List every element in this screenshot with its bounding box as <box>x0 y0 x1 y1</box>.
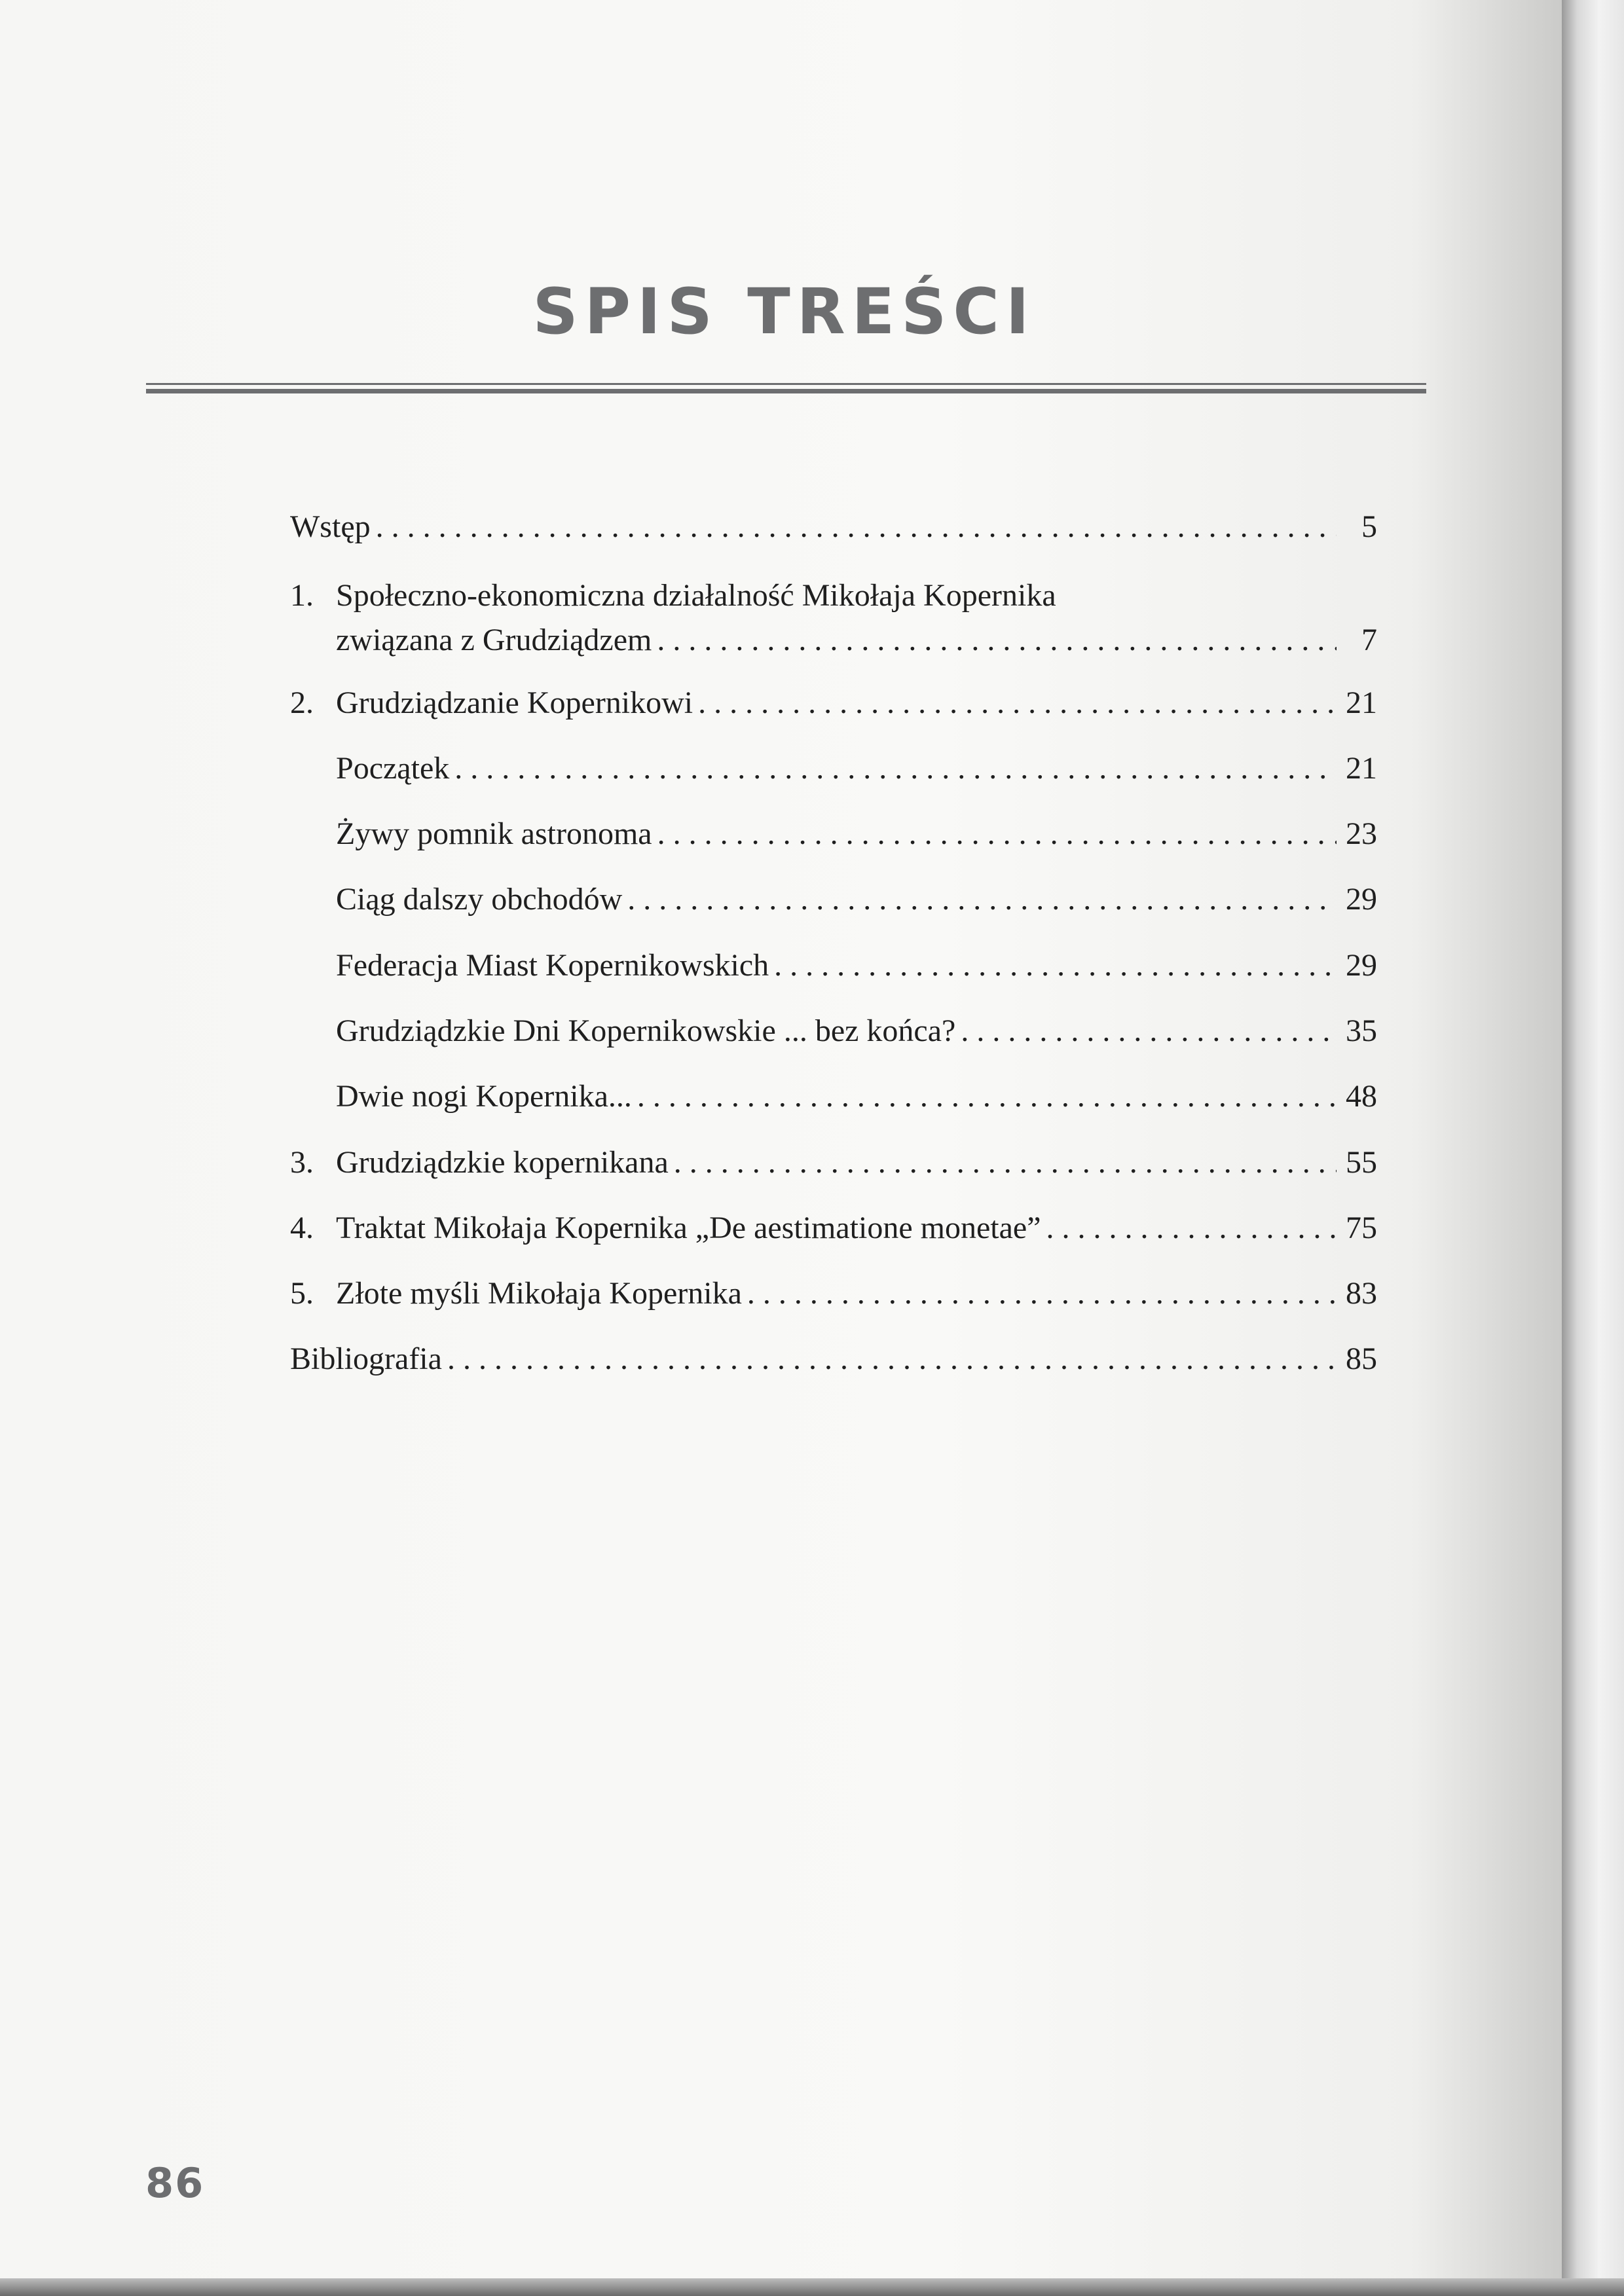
toc-entry-bibliography[interactable] <box>290 1339 1377 1379</box>
dot-leader <box>747 1274 1337 1313</box>
dot-leader <box>447 1339 1337 1379</box>
toc-entry-4[interactable] <box>290 1209 1377 1248</box>
toc-entry-page: 21 <box>1346 751 1377 786</box>
toc-subentry-federacja[interactable] <box>336 946 1377 985</box>
toc-entry-5[interactable] <box>290 1274 1377 1313</box>
toc-entry-page: 21 <box>1346 685 1377 720</box>
toc-entry-3[interactable] <box>290 1143 1377 1182</box>
toc-entry-label: Złote myśli Mikołaja Kopernika <box>336 1276 742 1311</box>
dot-leader <box>454 749 1337 788</box>
toc-entry-label: Wstęp <box>290 509 371 544</box>
dot-leader <box>657 621 1337 660</box>
toc-entry-label: Federacja Miast Kopernikowskich <box>336 948 769 983</box>
toc-entry-label-continued: związana z Grudziądzem <box>336 623 652 657</box>
dot-leader <box>376 507 1337 547</box>
toc-entry-page: 85 <box>1346 1341 1377 1376</box>
toc-subentry-poczatek[interactable] <box>336 749 1377 788</box>
toc-entry-page: 48 <box>1346 1079 1377 1114</box>
toc-entry-page: 7 <box>1361 623 1377 657</box>
page-number: 86 <box>145 2159 205 2207</box>
dot-leader <box>961 1011 1337 1051</box>
toc-entry-label: Początek <box>336 751 450 786</box>
toc-subentry-dni-kopernikowskie[interactable] <box>336 1011 1377 1051</box>
toc-entry-intro[interactable] <box>290 507 1377 547</box>
toc-entry-1-continued[interactable] <box>336 621 1377 660</box>
toc-entry-page: 5 <box>1361 509 1377 544</box>
dot-leader <box>774 946 1337 985</box>
dot-leader <box>1046 1209 1337 1248</box>
toc-entry-page: 23 <box>1346 816 1377 851</box>
toc-entry-page: 29 <box>1346 948 1377 983</box>
toc-entry-number: 1. <box>290 578 314 613</box>
dot-leader <box>657 814 1337 854</box>
toc-subentry-ciag-dalszy[interactable] <box>336 880 1377 919</box>
toc-entry-label: Traktat Mikołaja Kopernika „De aestimatione monetae” <box>336 1211 1041 1245</box>
toc-entry-number: 5. <box>290 1276 314 1311</box>
toc-entry-label: Bibliografia <box>290 1341 442 1376</box>
toc-subentry-zywy-pomnik[interactable] <box>336 814 1377 854</box>
page-edge-shadow <box>1562 0 1624 2296</box>
toc-subentry-dwie-nogi[interactable] <box>336 1077 1377 1116</box>
dot-leader <box>637 1077 1337 1116</box>
toc-entry-number: 4. <box>290 1211 314 1245</box>
toc-entry-number: 2. <box>290 685 314 720</box>
dot-leader <box>698 683 1337 723</box>
dot-leader <box>674 1143 1337 1182</box>
toc-entry-page: 55 <box>1346 1145 1377 1180</box>
toc-entry-page: 29 <box>1346 882 1377 917</box>
toc-entry-page: 75 <box>1346 1211 1377 1245</box>
scan-bottom-edge <box>0 2278 1624 2296</box>
toc-entry-label: Dwie nogi Kopernika... <box>336 1079 632 1114</box>
page-title: SPIS TREŚCI <box>532 275 1036 348</box>
toc-entry-number: 3. <box>290 1145 314 1180</box>
toc-entry-label: Grudziądzkie kopernikana <box>336 1145 669 1180</box>
toc-entry-page: 83 <box>1346 1276 1377 1311</box>
toc-entry-page: 35 <box>1346 1013 1377 1048</box>
toc-entry-label: Żywy pomnik astronoma <box>336 816 652 851</box>
toc-entry-1[interactable] <box>290 576 1056 615</box>
toc-entry-label: Grudziądzanie Kopernikowi <box>336 685 693 720</box>
toc-entry-label: Ciąg dalszy obchodów <box>336 882 623 917</box>
toc-entry-label: Grudziądzkie Dni Kopernikowskie ... bez końca? <box>336 1013 956 1048</box>
toc-entry-2[interactable] <box>290 683 1377 723</box>
toc-entry-label: Społeczno-ekonomiczna działalność Mikołaja Kopernika <box>336 578 1056 613</box>
dot-leader <box>627 880 1337 919</box>
